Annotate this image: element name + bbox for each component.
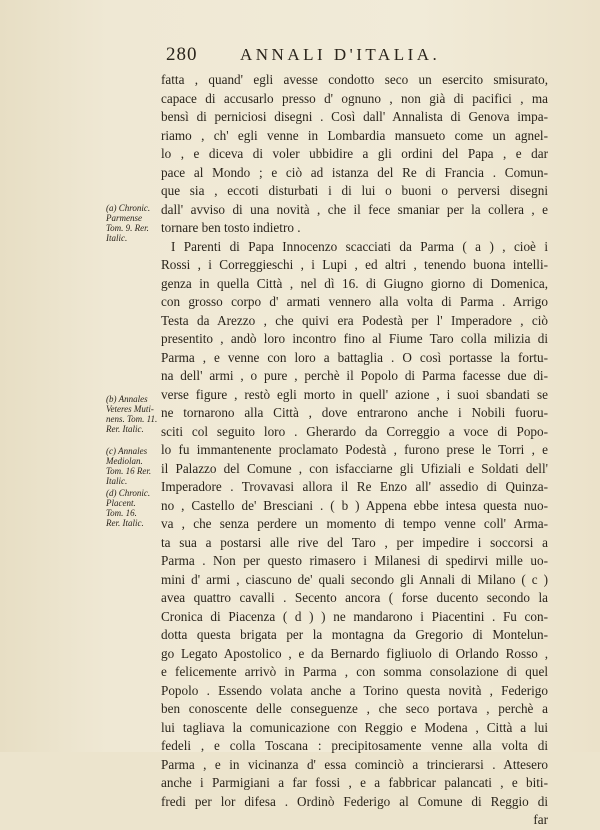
text-line: ta sua a postarsi alle rive del Taro , per impedire i soccorsi a <box>161 534 548 550</box>
margin-note-b <box>106 394 166 434</box>
text-line: fredi per lor difesa . Ordinò Federigo al Comune di Reggio di <box>161 793 548 809</box>
text-line: va , che senza perdere un momento di tempo venne coll' Arma- <box>161 516 548 531</box>
note-line: Rer. Italic. <box>106 518 144 528</box>
text-line: I Parenti di Papa Innocenzo scacciati da Parma ( a ) , cioè i <box>171 238 548 254</box>
text-line: verse figure , restò egli morto in quell' azione , i suoi sbandati se <box>161 386 548 402</box>
note-line: Italic. <box>106 233 128 243</box>
note-line: Mediolan. <box>106 456 143 466</box>
text-line: Rossi , i Correggieschi , i Lupi , ed altri , tenendo buona intelli- <box>161 257 548 272</box>
text-line: Cronica di Piacenza ( d ) ) ne mandarono i Piacentini . Fu con- <box>161 608 548 624</box>
page-header <box>166 44 546 68</box>
margin-note-d <box>106 488 166 528</box>
text-line: ben conoscente delle conseguenze , che seco portava , perchè a <box>161 701 548 716</box>
note-line: Veteres Muti- <box>106 404 154 414</box>
text-line: avea quattro cavalli . Secento ancora ( forse ducento secondo la <box>161 590 548 605</box>
text-line: Parma . Non per questo rimasero i Milanesi di spedirvi mille uo- <box>161 553 548 568</box>
text-line: fatta , quand' egli avesse condotto seco un esercito smisurato, <box>161 72 548 87</box>
text-line: lo fu immantenente proclamato Podestà , furono prese le Torri , e <box>161 442 548 457</box>
note-line: (b) Annales <box>106 394 148 404</box>
note-line: Tom. 16. <box>106 508 137 518</box>
text-line: e felicemente arrivò in Parma , con somma consolazione di quel <box>161 664 548 679</box>
note-line: Italic. <box>106 476 128 486</box>
text-line: anche i Parmigiani a far fossi , e a fabbricar palancati , e biti- <box>161 775 548 790</box>
body-text <box>161 71 548 830</box>
note-line: (c) Annales <box>106 446 148 456</box>
text-line: Popolo . Essendo volata anche a Torino questa novità , Federigo <box>161 682 548 698</box>
text-line: tornare ben tosto indietro . <box>161 220 301 235</box>
text-line: dall' avviso di una novità , che il fece smaniar per la collera , e <box>161 201 548 217</box>
text-line: que sia , eccoti disturbati i di lui o buoni o perversi disegni <box>161 183 548 198</box>
text-line: lo , e diceva di voler ubbidire a gli ordini del Papa , e dar <box>161 146 548 161</box>
text-line: ne tornarono alla Città , dove entrarono anche i Nobili fuoru- <box>161 405 548 420</box>
note-line: (a) Chronic. <box>106 203 151 213</box>
text-line: go Legato Apostolico , e da Bernardo figliuolo di Orlando Rosso , <box>161 645 548 661</box>
text-line: bensì di perniciosi disegni . Così dall' Annalista di Genova impa- <box>161 109 548 124</box>
note-line: Parmense <box>106 213 142 223</box>
text-line: genza in quella Città , nel dì 16. di Giugno giorno di Domenica, <box>161 275 548 291</box>
text-line: Testa da Arezzo , che quivi era Podestà per l' Imperadore , ciò <box>161 312 548 328</box>
text-line: Parma , e in vicinanza d' essa cominciò a trincierarsi . Attesero <box>161 756 548 772</box>
running-title: ANNALI D'ITALIA. <box>240 45 441 64</box>
text-line: con grosso corpo d' armati vennero alla volta di Parma . Arrigo <box>161 294 548 309</box>
text-line: lui tagliava la comunicazione con Reggio e Modena , Città a lui <box>161 719 548 735</box>
note-line: nens. Tom. 11. <box>106 414 158 424</box>
note-line: Tom. 16 Rer. <box>106 466 152 476</box>
text-line: no , Castello de' Bresciani . ( b ) Appena ebbe intesa questa nuo- <box>161 497 548 513</box>
note-line: Placent. <box>106 498 136 508</box>
text-line: dotta questa brigata per la montagna da Gregorio di Montelun- <box>161 627 548 642</box>
note-line: Rer. Italic. <box>106 424 144 434</box>
text-line: riamo , ch' egli venne in Lombardia mansueto come un agnel- <box>161 127 548 143</box>
text-line: presentito , andò loro incontro fino al Fiume Taro colla milizia di <box>161 331 548 346</box>
text-line: Parma , e venne con loro a battaglia . O così portasse la fortu- <box>161 349 548 365</box>
margin-note-c <box>106 446 166 486</box>
text-line: mini d' armi , ciascuno de' quali secondo gli Annali di Milano ( c ) <box>161 571 548 587</box>
catchword: far <box>533 812 548 827</box>
text-line: pace al Mondo ; e ciò ad istanza del Re di Francia . Comun- <box>161 164 548 180</box>
text-line: il Palazzo del Comune , con isfacciarne gli Ufiziali e Soldati dell' <box>161 460 548 476</box>
note-line: (d) Chronic. <box>106 488 151 498</box>
page-number: 280 <box>166 44 198 65</box>
note-line: Tom. 9. Rer. <box>106 223 149 233</box>
text-line: fedeli , e colla Toscana : precipitosamente venne alla volta di <box>161 738 548 753</box>
text-line: Imperadore . Trovavasi allora il Re Enzo all' assedio di Quinza- <box>161 479 548 494</box>
margin-note-a <box>106 203 166 243</box>
text-line: sciti col seguito loro . Gherardo da Correggio a voce di Popo- <box>161 423 548 439</box>
text-line: capace di accusarlo presso d' ognuno , non già di pacifici , ma <box>161 90 548 106</box>
text-line: na dell' armi , o pure , perchè il Popolo di Parma facesse due di- <box>161 368 548 383</box>
